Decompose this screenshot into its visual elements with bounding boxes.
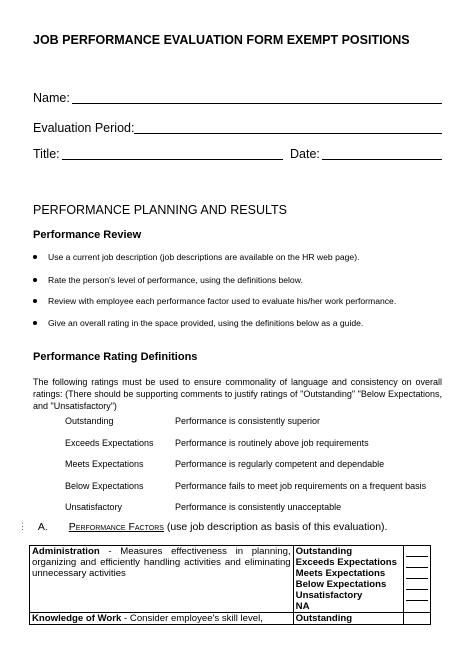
factors-letter: A.	[37, 521, 48, 533]
rating-checkbox[interactable]	[406, 613, 428, 623]
factor-description	[30, 546, 294, 613]
rating-checkbox[interactable]	[406, 601, 428, 611]
definitions-heading: Performance Rating Definitions	[33, 351, 198, 363]
rating-desc: Performance is regularly competent and dependable	[175, 459, 385, 469]
form-title: JOB PERFORMANCE EVALUATION FORM EXEMPT POSITIONS	[33, 33, 410, 47]
rating-checkbox[interactable]	[406, 590, 428, 601]
bullet-text: Give an overall rating in the space provided, using the definitions below as a guide.	[48, 318, 364, 328]
factors-note: (use job description as basis of this evaluation).	[166, 521, 388, 533]
bullet-icon	[33, 278, 37, 282]
definitions-intro: The following ratings must be used to ensure commonality of language and consistency on overall ratings: (There should be supporting comments to justify ratings of "Outstanding" "Below Expectations, and "Unsatisfactory")	[33, 377, 442, 411]
factor-options	[293, 546, 403, 613]
bullet-icon	[33, 255, 37, 259]
title-field[interactable]	[62, 159, 283, 160]
option-label: Below Expectations	[295, 579, 387, 590]
rating-name: Outstanding	[65, 416, 114, 426]
factors-heading: Performance Factors	[68, 521, 164, 533]
checkbox-column	[403, 546, 430, 613]
bullet-text: Rate the person's level of performance, using the definitions below.	[48, 275, 303, 285]
title-label: Title:	[33, 147, 60, 161]
factor-description	[30, 613, 294, 625]
option-label: Exceeds Expectations	[295, 557, 397, 568]
factor-text: - Consider employee's skill level,	[121, 613, 263, 624]
rating-checkbox[interactable]	[406, 546, 428, 557]
rating-checkbox[interactable]	[406, 557, 428, 568]
name-label: Name:	[33, 91, 70, 105]
factor-name: Knowledge of Work	[32, 613, 122, 624]
rating-desc: Performance is consistently unacceptable	[175, 502, 342, 512]
bullet-icon	[33, 321, 37, 325]
checkbox-column	[403, 613, 430, 625]
rating-name: Below Expectations	[65, 481, 144, 491]
rating-checkbox[interactable]	[406, 568, 428, 579]
bullet-text: Use a current job description (job descriptions are available on the HR web page).	[48, 252, 360, 262]
rating-name: Meets Expectations	[65, 459, 144, 469]
option-label: Outstanding	[295, 613, 353, 624]
table-row	[30, 546, 431, 613]
rating-checkbox[interactable]	[406, 579, 428, 590]
bullet-text: Review with employee each performance factor used to evaluate his/her work performance.	[48, 296, 397, 306]
rating-desc: Performance is routinely above job requirements	[175, 438, 369, 448]
review-heading: Performance Review	[33, 229, 142, 241]
rating-name: Exceeds Expectations	[65, 438, 154, 448]
rating-name: Unsatisfactory	[65, 502, 123, 512]
date-field[interactable]	[322, 159, 442, 160]
factors-header	[18, 521, 387, 533]
evaluation-period-label: Evaluation Period:	[33, 121, 135, 135]
table-row	[30, 613, 431, 625]
factor-options	[293, 613, 403, 625]
factor-text: - Measures effectiveness in planning, organizing and efficiently handling activities and eliminating unnecessary activities	[32, 546, 291, 579]
evaluation-period-field[interactable]	[134, 133, 442, 134]
option-label: NA	[295, 601, 310, 612]
bullet-icon	[33, 299, 37, 303]
option-label: Outstanding	[295, 546, 353, 557]
option-label: Unsatisfactory	[295, 590, 363, 601]
date-label: Date:	[290, 147, 320, 161]
rating-desc: Performance is consistently superior	[175, 416, 321, 426]
drag-handle-icon: ⋮	[18, 521, 27, 531]
name-field[interactable]	[72, 103, 442, 104]
factor-name: Administration	[32, 546, 100, 557]
factors-table	[29, 545, 431, 625]
planning-heading: PERFORMANCE PLANNING AND RESULTS	[33, 203, 287, 217]
option-label: Meets Expectations	[295, 568, 386, 579]
rating-desc: Performance fails to meet job requirements on a frequent basis	[175, 481, 427, 491]
